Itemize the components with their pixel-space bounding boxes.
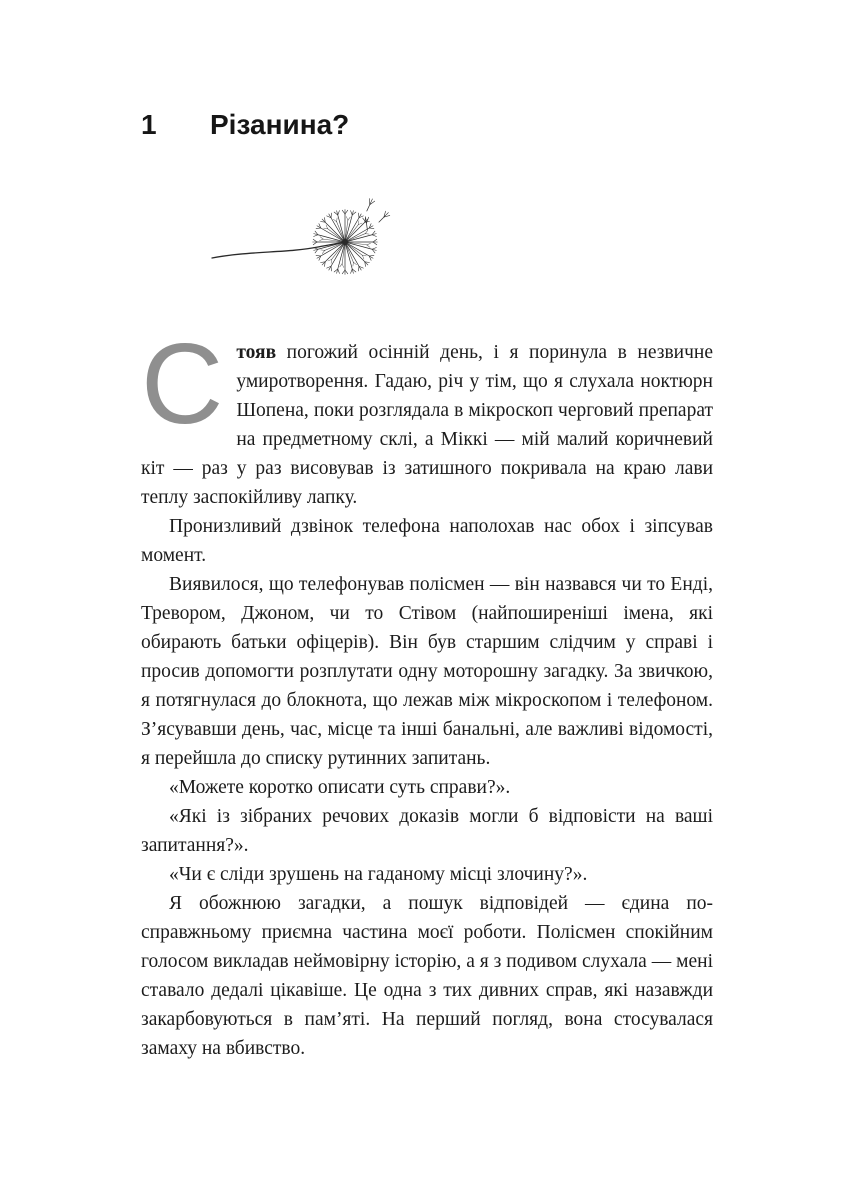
paragraph: Я обожнюю загадки, а пошук відповідей — єдина по-справжньому приємна частина моєї роботи. Полісмен спокійним голосом викладав неймовірну історію, а я з подивом слухала — мені ставало дедалі цікавіше. Це одна з тих дивних справ, які назавжди закарбовуються в пам’яті. На перший погляд, вона стосувалася замаху на вбивство.	[141, 893, 713, 1059]
paragraph: Пронизливий дзвінок телефона наполохав нас обох і зіпсував момент.	[141, 516, 713, 566]
paragraph-quote: «Можете коротко описати суть справи?».	[169, 777, 511, 798]
dandelion-illustration	[210, 190, 405, 288]
paragraph: Виявилося, що телефонував полісмен — він назвався чи то Енді, Тревором, Джоном, чи то Стівом (найпоширеніші імена, які обирають батьки офіцерів). Він був старшим слідчим у справі і просив допомогти розплутати одну моторошну загадку. За звичкою, я потягнулася до блокнота, що лежав між мікроскопом і телефоном. З’ясувавши день, час, місце та інші банальні, але важливі відомості, я перейшла до списку рутинних запитань.	[141, 574, 713, 769]
paragraph-lead	[141, 321, 713, 512]
lead-text: погожий осінній день, і я поринула в незвичне умиротворення. Гадаю, річ у тім, що я слухала ноктюрн Шопена, поки розглядала в мікроскоп черговий препарат на предметному склі, а Міккі — мій малий коричневий кіт — раз у раз висовував із затишного покривала на краю лави теплу заспокійливу лапку.	[141, 342, 713, 508]
body-text	[141, 321, 713, 1063]
chapter-title: Різанина?	[210, 109, 350, 140]
lead-bold-word: тояв	[236, 342, 277, 363]
drop-cap: С	[141, 321, 224, 448]
paragraph-quote: «Які із зібраних речових доказів могли б відповісти на ваші запитання?».	[141, 806, 713, 856]
chapter-number: 1	[141, 109, 157, 140]
paragraph-quote: «Чи є сліди зрушень на гаданому місці злочину?».	[169, 864, 588, 885]
